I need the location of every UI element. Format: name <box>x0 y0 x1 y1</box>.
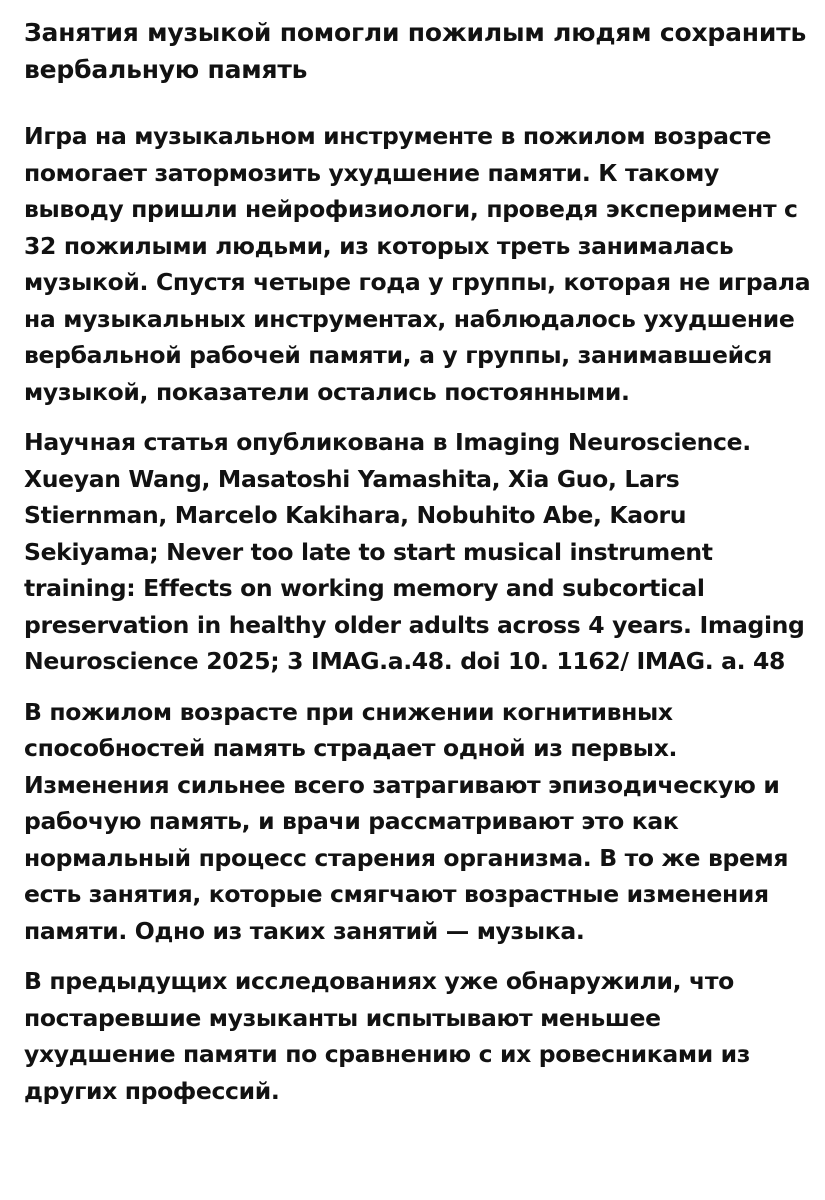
article <box>24 0 814 1109</box>
paragraph-citation: Научная статья опубликована в Imaging Neuroscience. Xueyan Wang, Masatoshi Yamashita, Xia Guo, Lars Stiernman, Marcelo Kakihara, Nobuhito Abe, Kaoru Sekiyama; Never too late to start musical instrument training: Effects on working memory and subcortical preservation in healthy older adults across 4 years. Imaging Neuroscience 2025; 3 IMAG.a.48. doi 10. 1162/ IMAG. a. 48 <box>24 428 805 675</box>
paragraph-background: В пожилом возрасте при снижении когнитивных способностей память страдает одной из первых. Изменения сильнее всего затрагивают эпизодическую и рабочую память, и врачи рассматривают это как нормальный процесс старения организма. В то же время есть занятия, которые смягчают возрастные изменения памяти. Одно из таких занятий — музыка. <box>24 697 789 945</box>
article-title: Занятия музыкой помогли пожилым людям сохранить вербальную память <box>24 18 807 84</box>
paragraph-intro: Игра на музыкальном инструменте в пожилом возрасте помогает затормозить ухудшение памяти. К такому выводу пришли нейрофизиологи, проведя эксперимент с 32 пожилыми людьми, из которых треть занималась музыкой. Спустя четыре года у группы, которая не играла на музыкальных инструментах, наблюдалось ухудшение вербальной рабочей памяти, а у группы, занимавшейся музыкой, показатели остались постоянными. <box>24 122 811 406</box>
paragraph-previous-research: В предыдущих исследованиях уже обнаружили, что постаревшие музыканты испытывают меньшее ухудшение памяти по сравнению с их ровесниками из других профессий. <box>24 967 751 1105</box>
